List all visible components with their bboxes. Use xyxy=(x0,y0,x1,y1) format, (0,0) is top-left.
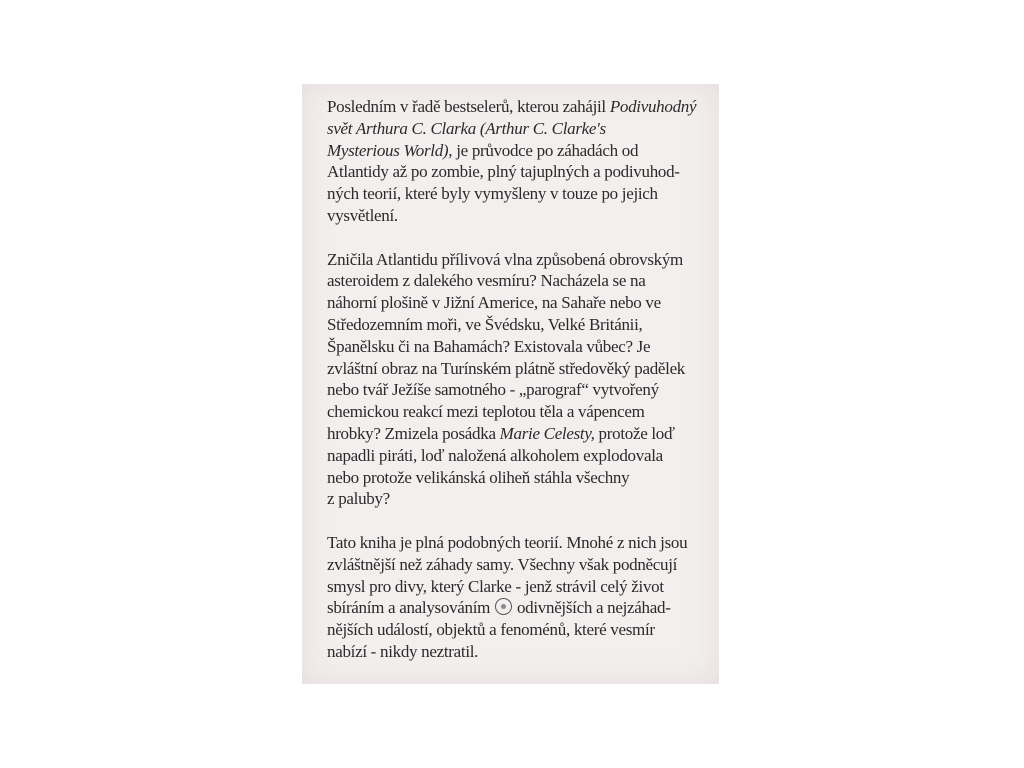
text-span: ných teorií, které byly vymyšleny v touze po jejich xyxy=(327,184,658,204)
text-line xyxy=(327,532,697,554)
text-span: Zničila Atlantidu přílivová vlna způsobená obrovským xyxy=(327,249,683,269)
text-line xyxy=(327,379,697,401)
text-line xyxy=(327,270,697,292)
text-span: napadli piráti, loď naložená alkoholem explodovala xyxy=(327,445,663,465)
italic-text: Marie Celesty, xyxy=(499,423,595,443)
text-span: zvláštní obraz na Turínském plátně středověký padělek xyxy=(327,358,686,378)
text-span: nebo tvář Ježíše samotného - „parograf“ vytvořený xyxy=(327,380,659,400)
text-line xyxy=(327,358,697,380)
italic-text: Podivuhodný xyxy=(609,97,697,116)
italic-text: Mysterious World), xyxy=(327,140,453,160)
text-span: asteroidem z dalekého vesmíru? Nacházela se na xyxy=(327,271,646,291)
text-span: Tato kniha je plná podobných teorií. Mnohé z nich jsou xyxy=(327,532,688,552)
text-line xyxy=(327,597,697,619)
text-line xyxy=(327,423,697,445)
text-span: nebo protože velikánská oliheň stáhla všechny xyxy=(327,467,630,487)
stamp-icon xyxy=(495,598,512,615)
text-span: protože loď xyxy=(594,423,675,443)
text-span: zvláštnější než záhady samy. Všechny však podněcují xyxy=(327,554,678,574)
text-line xyxy=(327,467,697,489)
text-line xyxy=(327,205,697,227)
text-line xyxy=(327,576,697,598)
text-line xyxy=(327,96,697,118)
text-line xyxy=(327,619,697,641)
text-span: Atlantidy až po zombie, plný tajuplných a podivuhod- xyxy=(327,162,680,182)
text-line xyxy=(327,314,697,336)
text-line xyxy=(327,161,697,183)
paragraph-2 xyxy=(327,249,697,511)
paragraph-1 xyxy=(327,96,697,227)
text-line xyxy=(327,292,697,314)
text-line xyxy=(327,641,697,663)
text-line xyxy=(327,183,697,205)
text-span: hrobky? Zmizela posádka xyxy=(327,423,500,443)
text-line xyxy=(327,336,697,358)
book-blurb-text xyxy=(327,96,697,685)
text-span: náhorní plošině v Jižní Americe, na Sahaře nebo ve xyxy=(327,293,661,313)
text-span: Středozemním moři, ve Švédsku, Velké Británii, xyxy=(327,314,643,334)
text-line xyxy=(327,445,697,467)
text-line xyxy=(327,118,697,140)
paragraph-3 xyxy=(327,532,697,663)
text-line xyxy=(327,554,697,576)
text-span: odivnějších a nejzáhad- xyxy=(513,598,671,618)
text-line xyxy=(327,488,697,510)
text-span: smysl pro divy, který Clarke - jenž strávil celý život xyxy=(327,576,664,596)
text-span: z paluby? xyxy=(327,489,390,509)
text-line xyxy=(327,140,697,162)
text-span: sbíráním a analysováním xyxy=(327,598,495,618)
text-span: nějších událostí, objektů a fenoménů, které vesmír xyxy=(327,620,655,640)
text-span: vysvětlení. xyxy=(327,205,398,225)
text-line xyxy=(327,401,697,423)
text-span: nabízí - nikdy neztratil. xyxy=(327,641,479,661)
text-line xyxy=(327,249,697,271)
text-span: chemickou reakcí mezi teplotou těla a vápencem xyxy=(327,402,645,422)
text-span: Španělsku či na Bahamách? Existovala vůbec? Je xyxy=(327,336,651,356)
text-span: je průvodce po záhadách od xyxy=(452,140,639,160)
book-page xyxy=(302,84,719,684)
italic-text: svět Arthura C. Clarka (Arthur C. Clarke's xyxy=(327,118,606,138)
text-span: Posledním v řadě bestselerů, kterou zahájil xyxy=(327,97,610,116)
